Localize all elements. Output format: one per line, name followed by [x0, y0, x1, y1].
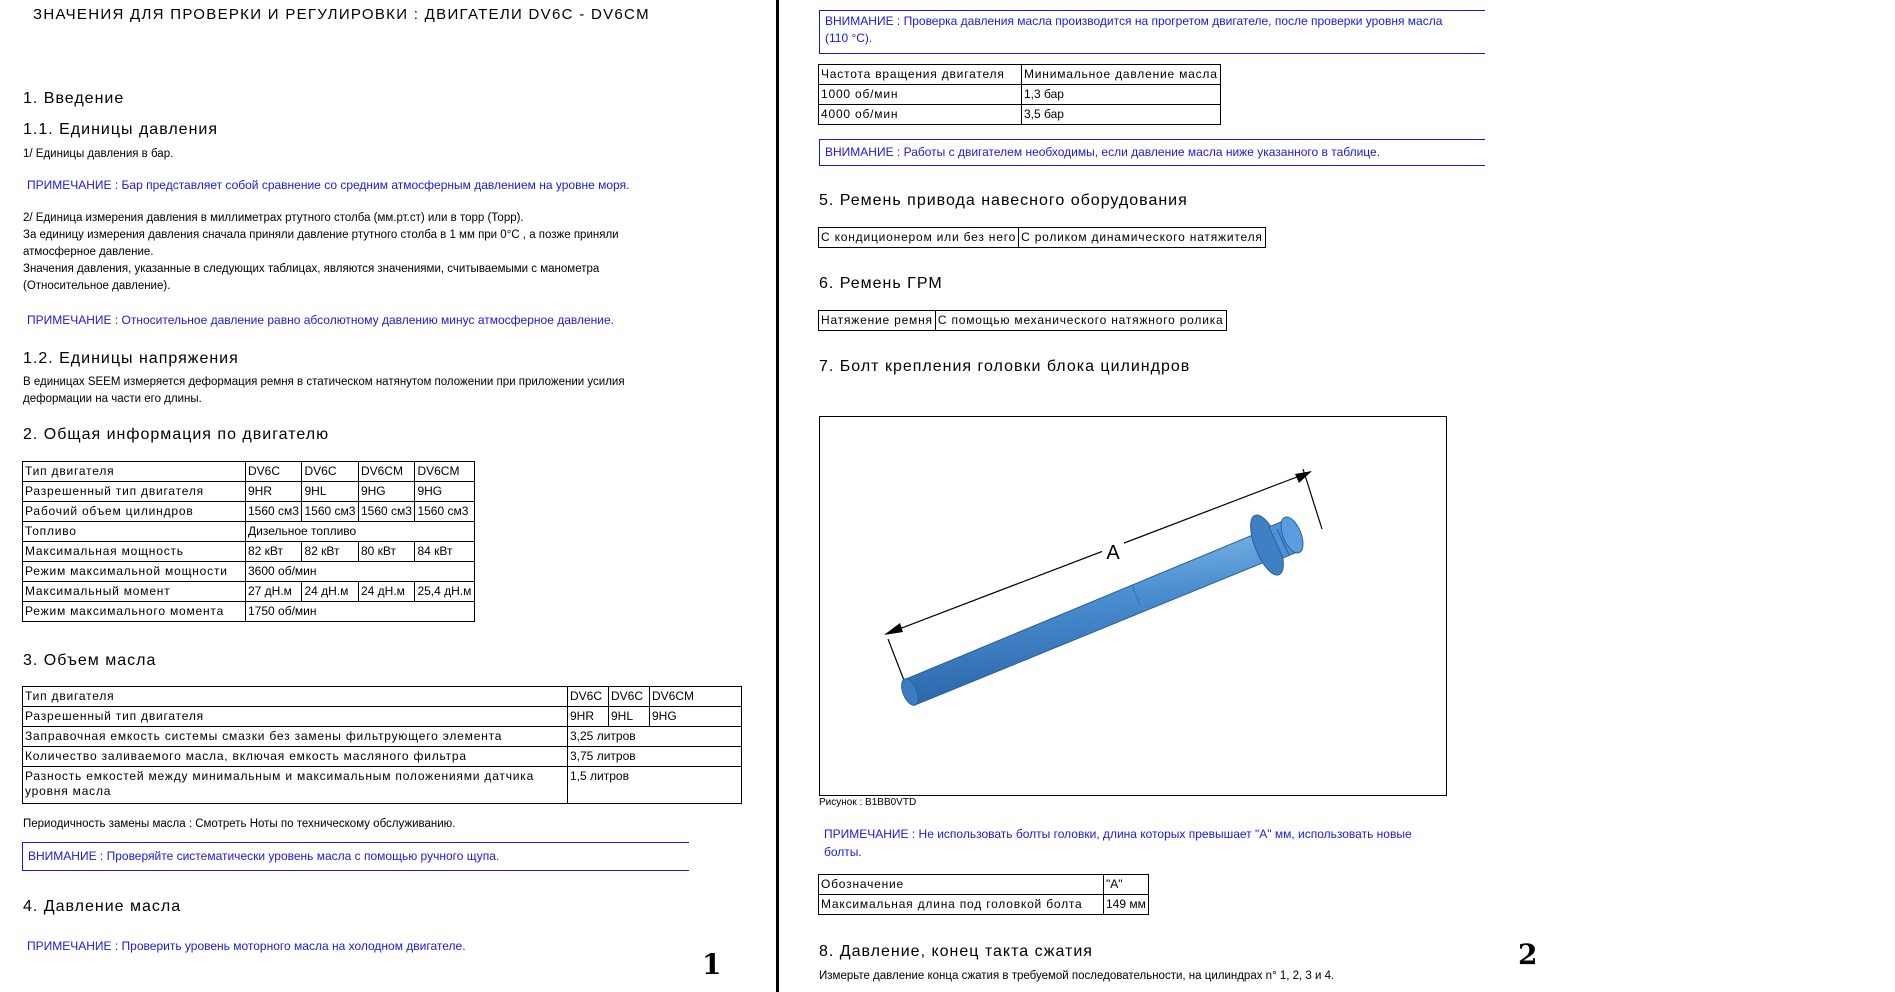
section-1-heading: 1. Введение: [23, 90, 125, 107]
table-row: Заправочная емкость системы смазки без замены фильтрующего элемента 3,25 литров: [23, 727, 742, 747]
section-5-heading: 5. Ремень привода навесного оборудования: [819, 192, 1188, 209]
oil-change-text: Периодичность замены масла : Смотреть Ноты по техническому обслуживанию.: [23, 818, 456, 830]
table-row: Максимальная длина под головкой болта 149 мм: [819, 895, 1149, 915]
engine-info-table: [22, 461, 475, 622]
bolt-illustration: [820, 417, 1446, 795]
section-6-heading: 6. Ремень ГРМ: [819, 275, 943, 292]
note-bar: ПРИМЕЧАНИЕ : Бар представляет собой сравнение со средним атмосферным давлением на уровне моря.: [27, 178, 630, 192]
table-row: Режим максимальной мощности 3600 об/мин: [23, 562, 475, 582]
figure-caption: Рисунок : B1BB0VTD: [819, 797, 917, 808]
document-page-2: [781, 0, 1895, 992]
bolt-length-table: [818, 874, 1149, 915]
oil-pressure-table: [818, 64, 1221, 125]
page-number-2: 2: [1518, 938, 1538, 971]
table-row: 4000 об/мин 3,5 бар: [819, 105, 1221, 125]
document-title: ЗНАЧЕНИЯ ДЛЯ ПРОВЕРКИ И РЕГУЛИРОВКИ : ДВИГАТЕЛИ DV6C - DV6CM: [33, 6, 650, 23]
pressure-units-text: 1/ Единицы давления в бар.: [23, 148, 174, 160]
table-row: Максимальный момент 27 дН.м 24 дН.м 24 дН.м 25,4 дН.м: [23, 582, 475, 602]
table-row: Тип двигателя DV6C DV6C DV6CM: [23, 687, 742, 707]
section-7-heading: 7. Болт крепления головки блока цилиндров: [819, 358, 1191, 375]
table-row: Максимальная мощность 82 кВт 82 кВт 80 кВт 84 кВт: [23, 542, 475, 562]
section-1-2-heading: 1.2. Единицы напряжения: [23, 350, 239, 367]
page-divider: [776, 0, 779, 992]
note-bolt-length: ПРИМЕЧАНИЕ : Не использовать болты головки, длина которых превышает "А" мм, использовать новые болты.: [824, 827, 1412, 859]
note-cold-engine: ПРИМЕЧАНИЕ : Проверить уровень моторного масла на холодном двигателе.: [27, 939, 466, 953]
table-row: Натяжение ремня С помощью механического натяжного ролика: [819, 311, 1227, 331]
table-row: Тип двигателя DV6C DV6C DV6CM DV6CM: [23, 462, 475, 482]
bolt-figure: [819, 416, 1447, 796]
section-2-heading: 2. Общая информация по двигателю: [23, 426, 330, 443]
note-relative-pressure: ПРИМЕЧАНИЕ : Относительное давление равно абсолютному давлению минус атмосферное давление.: [27, 313, 614, 327]
timing-belt-table: [818, 310, 1227, 331]
table-row: 1000 об/мин 1,3 бар: [819, 85, 1221, 105]
table-row: Частота вращения двигателя Минимальное давление масла: [819, 65, 1221, 85]
table-row: Разрешенный тип двигателя 9HR 9HL 9HG 9HG: [23, 482, 475, 502]
oil-table-clip: [22, 686, 695, 804]
document-page-1: [0, 0, 780, 992]
table-row: Обозначение "А": [819, 875, 1149, 895]
dimension-label: A: [1106, 542, 1120, 564]
page-number-1: 1: [702, 948, 722, 981]
oil-volume-table: [22, 686, 742, 804]
warning-oil-pressure: ВНИМАНИЕ : Проверка давления масла производится на прогретом двигателе, после проверки уровня масла (110 °C).: [819, 10, 1485, 54]
table-row: Разность емкостей между минимальным и максимальным положениями датчика уровня масла 1,5 литров: [23, 767, 742, 804]
table-row: Разрешенный тип двигателя 9HR 9HL 9HG: [23, 707, 742, 727]
warning-low-pressure: ВНИМАНИЕ : Работы с двигателем необходимы, если давление масла ниже указанного в таблице.: [819, 139, 1485, 166]
table-row: Режим максимального момента 1750 об/мин: [23, 602, 475, 622]
section-1-1-heading: 1.1. Единицы давления: [23, 121, 218, 138]
table-row: С кондиционером или без него С роликом динамического натяжителя: [819, 228, 1266, 248]
bolt-icon: [898, 511, 1307, 708]
table-row: Топливо Дизельное топливо: [23, 522, 475, 542]
arrow-right-icon: [1295, 471, 1312, 483]
seem-paragraph: В единицах SEEM измеряется деформация ремня в статическом натянутом положении при приложении усилия деформации на части его длины.: [23, 376, 625, 405]
warning-dipstick: ВНИМАНИЕ : Проверяйте систематически уровень масла с помощью ручного щупа.: [22, 842, 689, 871]
mmhg-paragraph: 2/ Единица измерения давления в миллиметрах ртутного столба (мм.рт.ст) или в торр (Торр). За единицу измерения давления сначала приняли давление ртутного столба в 1 мм при 0°С , а позже приняли атмосферное давление. Значения давления, указанные в следующих таблицах, являются значениями, считываемыми с манометра (Относительное давление).: [23, 212, 619, 292]
compression-text: Измерьте давление конца сжатия в требуемой последовательности, на цилиндрах n° 1, 2, 3 и 4.: [819, 970, 1335, 982]
section-8-heading: 8. Давление, конец такта сжатия: [819, 943, 1093, 960]
section-3-heading: 3. Объем масла: [23, 652, 157, 669]
arrow-left-icon: [884, 623, 903, 635]
section-4-heading: 4. Давление масла: [23, 898, 182, 915]
table-row: Рабочий объем цилиндров 1560 см3 1560 см3 1560 см3 1560 см3: [23, 502, 475, 522]
extension-line-right: [1303, 469, 1322, 529]
table-row: Количество заливаемого масла, включая емкость масляного фильтра 3,75 литров: [23, 747, 742, 767]
accessory-belt-table: [818, 227, 1266, 248]
